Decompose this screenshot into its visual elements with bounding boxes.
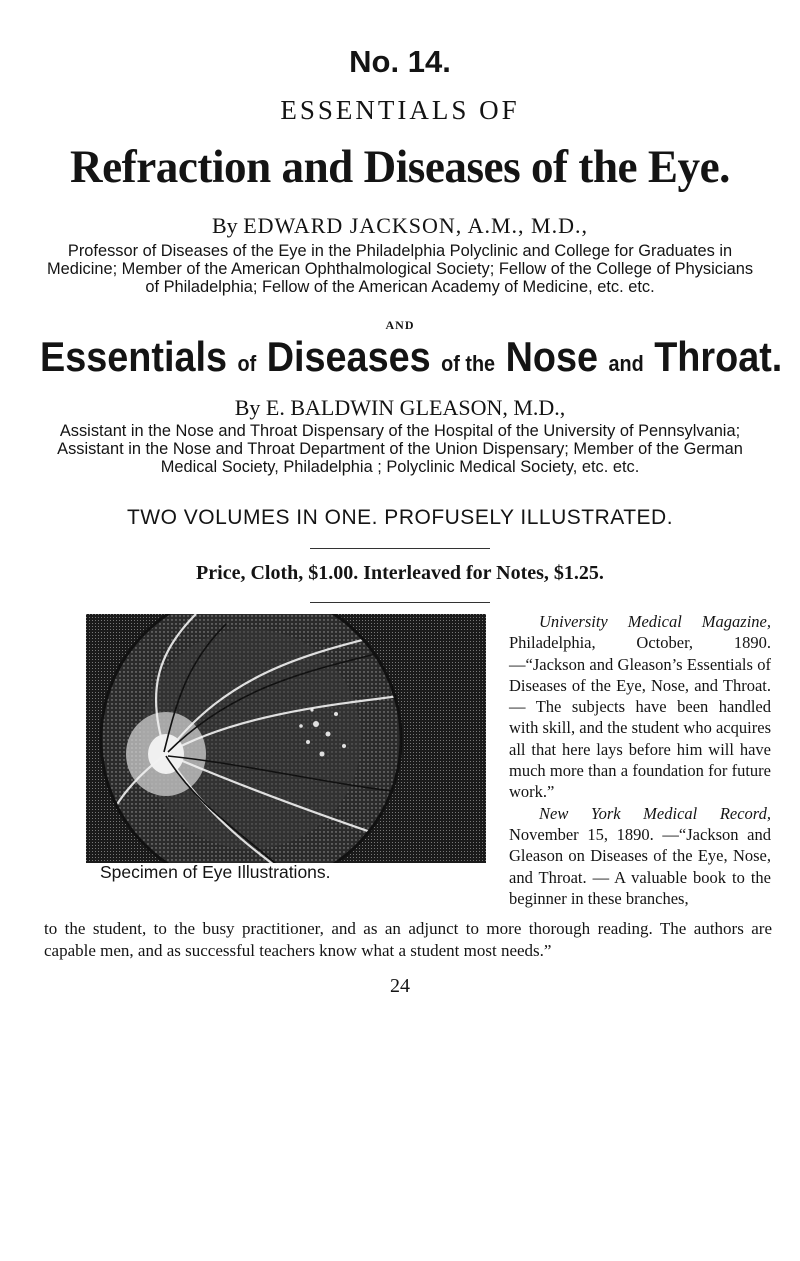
title2-of-the: of the	[441, 351, 496, 376]
series-number: No. 14.	[349, 44, 451, 79]
author2-name: E. BALDWIN GLEASON, M.D.,	[265, 395, 566, 420]
divider-bottom	[310, 602, 490, 603]
fundus-illustration-icon	[86, 614, 486, 863]
title2-essentials: Essentials	[40, 333, 228, 380]
by-label: By	[234, 395, 261, 420]
divider-top	[310, 548, 490, 549]
price-line: Price, Cloth, $1.00. Interleaved for Notes, $1.25.	[196, 562, 604, 584]
author1-line	[0, 213, 800, 239]
by-label: By	[212, 213, 238, 238]
review-continuation: to the student, to the busy practitioner, and as an adjunct to more thorough reading. The authors are capable men, and as successful teachers know what a student most needs.”	[44, 919, 772, 960]
book-title-eye: Refraction and Diseases of the Eye.	[70, 141, 730, 193]
title2-throat: Throat.	[654, 333, 783, 380]
figure-caption: Specimen of Eye Illustrations.	[100, 862, 331, 882]
author2-affiliation: Assistant in the Nose and Throat Dispensary of the Hospital of the University of Pennsylvania; Assistant in the Nose and Throat Department of the Union Dispensary; Member of the German Medical Society, Philadelphia ; Polyclinic Medical Society, etc. etc.	[57, 422, 743, 476]
volumes-line: TWO VOLUMES IN ONE. PROFUSELY ILLUSTRATED.	[126, 506, 674, 529]
author1-name: EDWARD JACKSON, A.M., M.D.,	[243, 213, 588, 238]
title2-and: and	[608, 351, 644, 376]
review-source-2: New York Medical Record,	[539, 803, 771, 823]
author2-line	[0, 395, 800, 421]
title2-diseases: Diseases	[266, 333, 431, 380]
review-quote-1	[509, 611, 771, 803]
page-number: 24	[390, 975, 410, 997]
review-text-2: November 15, 1890. —“Jackson and Gleason on Diseases of the Eye, Nose, and Throat. — A valuable book to the beginner in these branches,	[509, 824, 771, 908]
book-title-nose-throat	[40, 333, 783, 381]
title2-nose: Nose	[505, 333, 598, 380]
review-text-1: Philadelphia, October, 1890.—“Jackson and Gleason’s Essentials of Diseases of the Eye, Nose, and Throat. — The subjects have been handled with skill, and the student who acquires all that here lays before him will have much more than a foundation for future work.”	[509, 633, 771, 802]
author1-affiliation: Professor of Diseases of the Eye in the Philadelphia Polyclinic and College for Graduates in Medicine; Member of the American Ophthalmological Society; Fellow of the College of Physicians of Philadelphia; Fellow of the American Academy of Medicine, etc. etc.	[46, 242, 754, 296]
review-quote-2	[509, 803, 771, 909]
and-separator: AND	[385, 318, 415, 332]
review-column	[509, 611, 771, 909]
title2-of: of	[237, 351, 257, 376]
review-source-1: University Medical Magazine,	[539, 612, 771, 631]
essentials-of-heading: ESSENTIALS OF	[280, 95, 520, 125]
